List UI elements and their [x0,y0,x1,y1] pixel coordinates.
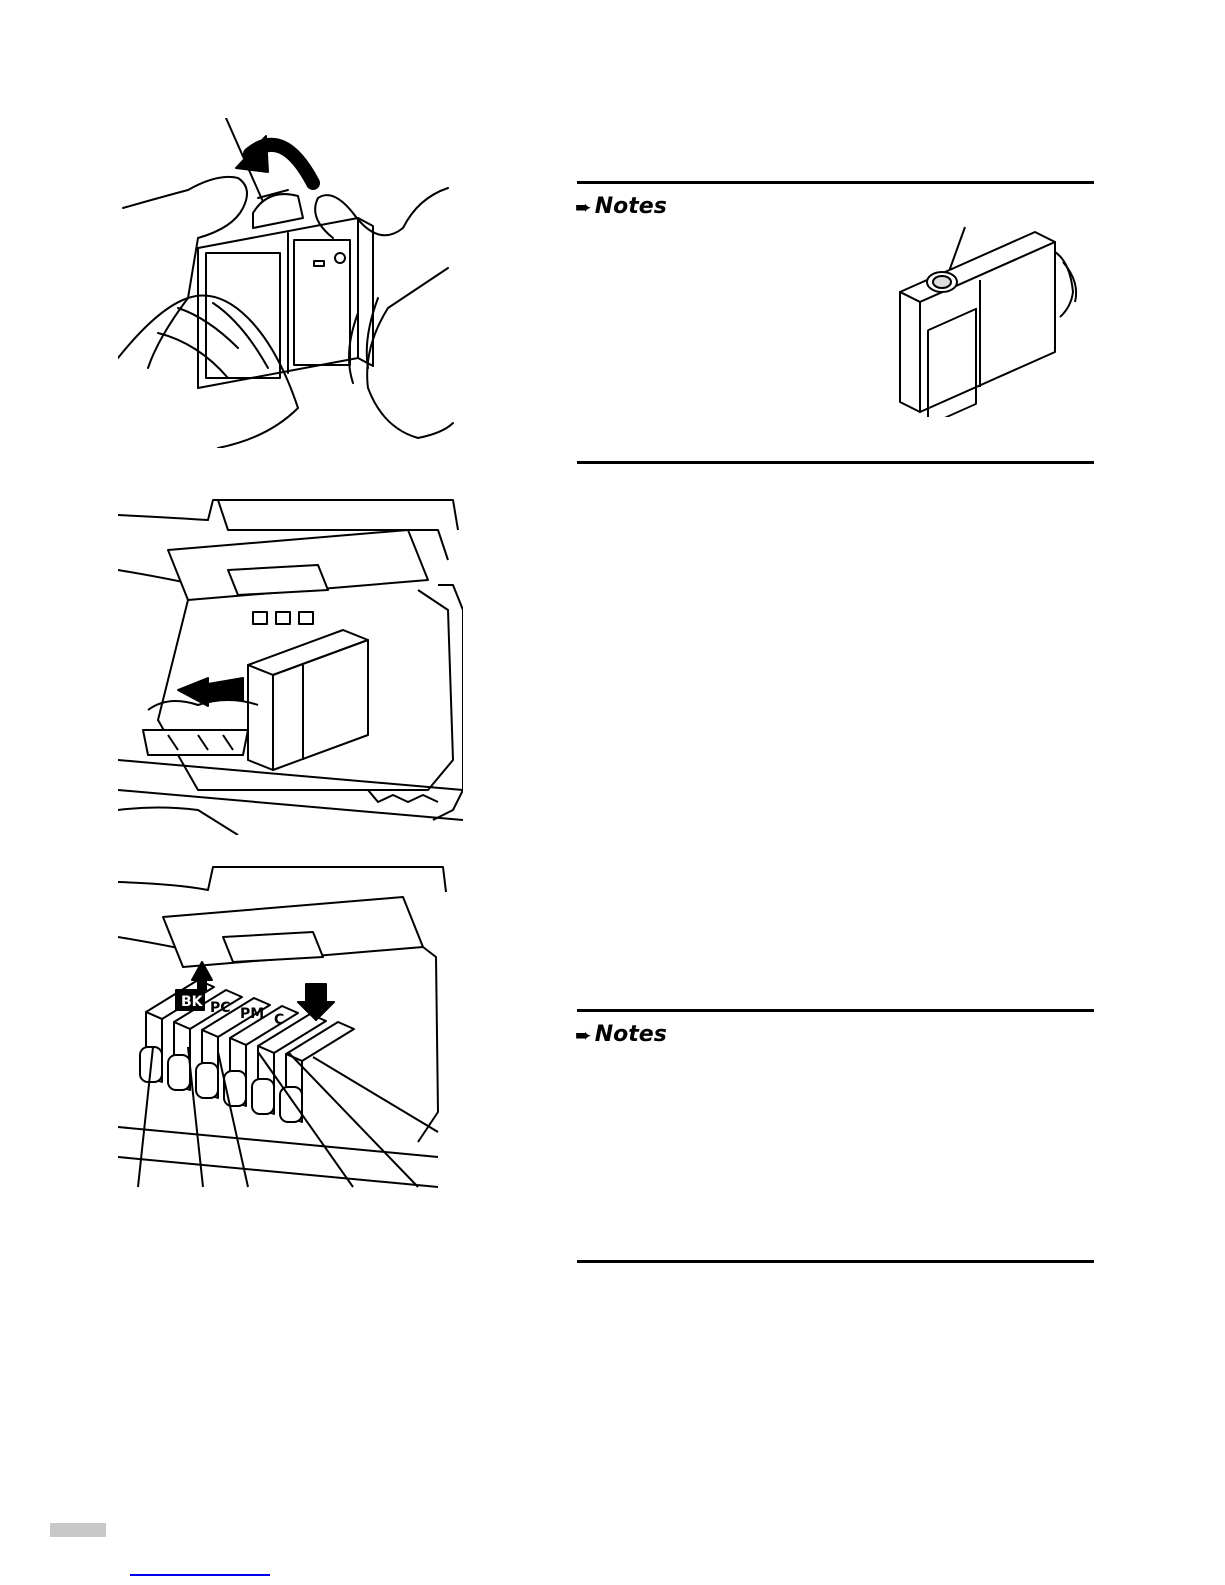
remove-cap-figure [118,118,458,448]
notes-1-heading [575,196,667,218]
notes-2-heading [575,1024,667,1046]
notes-1-arrow-icon: ➨ [575,195,592,219]
notes-2-bottom-rule [577,1260,1094,1263]
installed-tanks-figure [118,862,448,1197]
install-tank-figure [118,490,463,835]
notes-1-heading-text: Notes [594,194,667,219]
notes-2-arrow-icon: ➨ [575,1023,592,1047]
notes-1-top-rule [577,181,1094,184]
tank-label-bk: BK [181,994,203,1010]
page-number-tab [50,1523,106,1537]
notes-2-top-rule [577,1009,1094,1012]
tank-label-pc: PC [210,1000,231,1016]
notes-1-bottom-rule [577,461,1094,464]
tank-label-c: C [274,1012,285,1028]
footer-link-underline[interactable] [130,1574,270,1576]
notes-2-heading-text: Notes [594,1022,667,1047]
tank-label-pm: PM [240,1006,265,1022]
tank-air-hole-figure [895,222,1095,417]
